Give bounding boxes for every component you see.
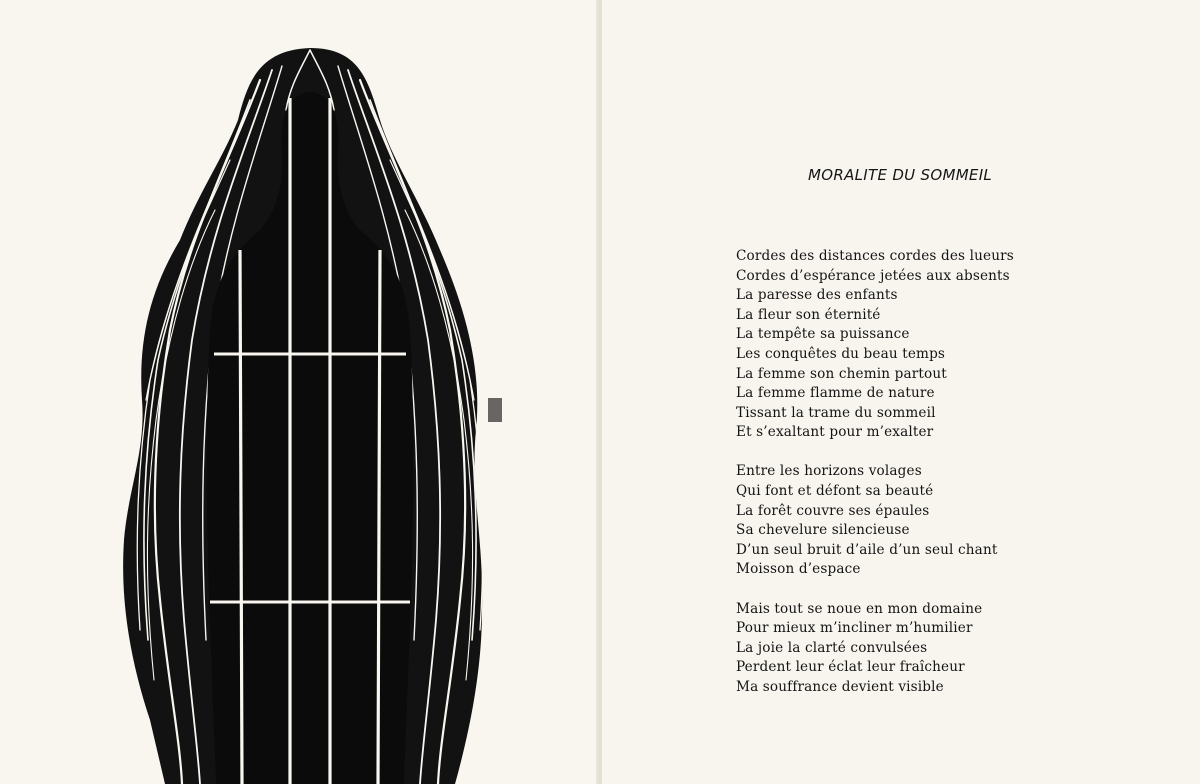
- poem-line: Ma souffrance devient visible: [736, 678, 944, 695]
- poem-line: La paresse des enfants: [736, 287, 898, 304]
- poem-line: La forêt couvre ses épaules: [736, 502, 930, 519]
- poem-line: La femme son chemin partout: [736, 365, 947, 382]
- poem-line: Tissant la trame du sommeil: [736, 404, 936, 421]
- poem-title: MORALITE DU SOMMEIL: [808, 166, 993, 184]
- woodcut-figure-icon: [110, 40, 510, 784]
- poem-line: La fleur son éternité: [736, 306, 881, 323]
- poem-line: Perdent leur éclat leur fraîcheur: [736, 659, 965, 676]
- poem-body: [736, 247, 1076, 717]
- poem-line: Cordes des distances cordes des lueurs: [736, 248, 1014, 264]
- poem-line: Cordes d’espérance jetées aux absents: [736, 267, 1010, 284]
- poem-line: D’un seul bruit d’aile d’un seul chant: [736, 541, 998, 558]
- poem-line: Entre les horizons volages: [736, 463, 922, 480]
- poem-line: La joie la clarté convulsées: [736, 639, 928, 656]
- stanza-2: [736, 462, 1076, 580]
- stanza-1: [736, 247, 1076, 443]
- poem-line: Pour mieux m’incliner m’humilier: [736, 620, 973, 637]
- poem-line: Qui font et défont sa beauté: [736, 483, 934, 500]
- stanza-3: [736, 600, 1076, 698]
- poem-line: La femme flamme de nature: [736, 385, 935, 402]
- poem-line: Les conquêtes du beau temps: [736, 345, 946, 362]
- ink-smudge-icon: [484, 394, 508, 428]
- poem-line: La tempête sa puissance: [736, 326, 910, 343]
- poem-line: Et s’exaltant pour m’exalter: [736, 424, 934, 441]
- left-page: [0, 0, 598, 784]
- poem-line: Moisson d’espace: [736, 561, 861, 578]
- poem-line: Mais tout se noue en mon domaine: [736, 600, 983, 617]
- poem-line: Sa chevelure silencieuse: [736, 522, 910, 539]
